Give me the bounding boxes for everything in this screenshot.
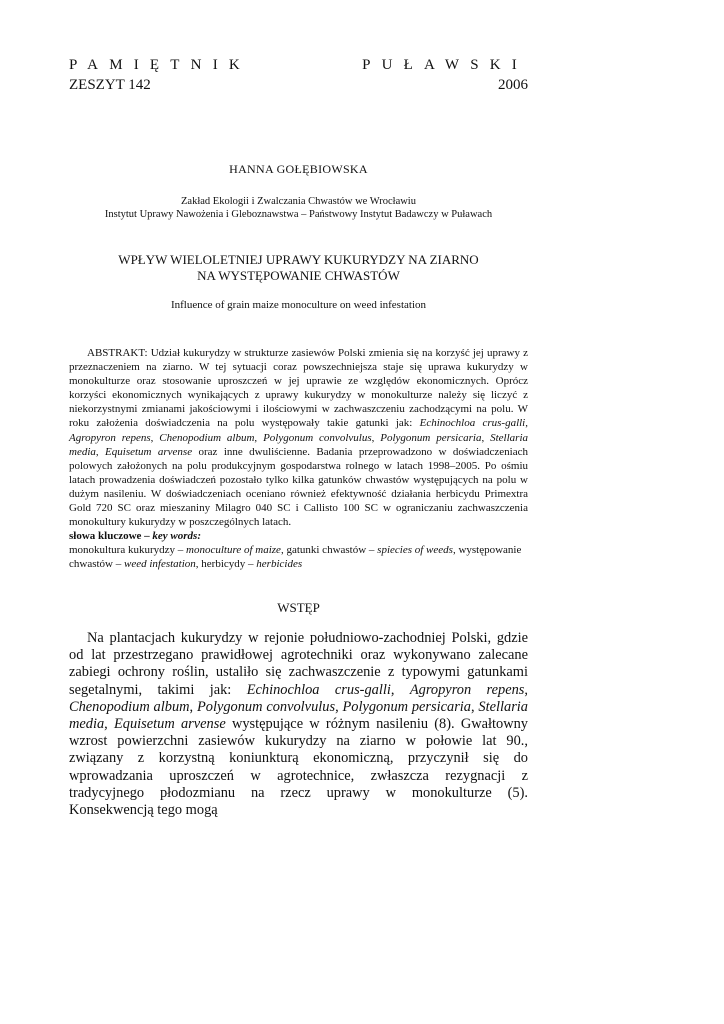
journal-name-2: PUŁAWSKI — [362, 57, 528, 73]
species-name: Polygonum convolvulus — [263, 431, 372, 444]
issue-year: 2006 — [498, 77, 528, 93]
keywords-list: monokultura kukurydzy – monoculture of maize, gatunki chwastów – spiecies of weeds, występowanie chwastów – weed infestation, herbicydy – herbicides — [69, 544, 522, 570]
running-header — [69, 57, 528, 75]
species-name: Agropyron repens — [69, 431, 151, 444]
author-name: HANNA GOŁĘBIOWSKA — [229, 162, 368, 176]
keywords-label: słowa kluczowe – key words: — [69, 530, 201, 542]
keywords — [69, 529, 528, 571]
species-name: Echinochloa crus-galli — [419, 417, 526, 430]
species-name: Stellaria media — [69, 431, 528, 458]
paper-title-line-2: NA WYSTĘPOWANIE CHWASTÓW — [197, 268, 400, 283]
species-name: Chenopodium album — [159, 431, 255, 444]
abstract-text-1: ABSTRAKT: Udział kukurydzy w strukturze zasiewów Polski zmienia się na korzyść jej uprawy z przeznaczeniem na ziarno. W tej sytuacji coraz powszechniejsza staje się uprawa kukurydzy w monokulturze oraz stosowanie uproszczeń w jej uprawie ze względów ekonomicznych. Oprócz korzyści ekonomicznych wynikających z uprawy kukurydzy w monokulturze należy się liczyć z niekorzystnymi zmianami jakościowymi i ilościowymi w zachwaszczeniu zachodzącymi na polu. W roku założenia doświadczenia na polu występowały takie gatunki jak: — [69, 347, 528, 430]
species-name: Polygonum persicaria — [380, 431, 482, 444]
abstract: ABSTRAKT: Udział kukurydzy w strukturze zasiewów Polski zmienia się na korzyść jej uprawy z przeznaczeniem na ziarno. W tej sytuacji coraz powszechniejsza staje się uprawa kukurydzy w monokulturze oraz stosowanie uproszczeń w jej uprawie ze względów ekonomicznych. Oprócz korzyści ekonomicznych wynikających z uprawy kukurydzy w monokulturze należy się liczyć z niekorzystnymi zmianami jakościowymi i ilościowymi w zachwaszczeniu zachodzącymi na polu. W roku założenia doświadczenia na polu występowały takie gatunki jak: Echinochloa crus-galli, Agropyron repens, Chenopodium album, Polygonum convolvulus, Polygonum persicaria, Stellaria media, Equisetum arvense oraz inne dwuliścienne. Badania przeprowadzono w doświadczeniach polowych założonych na polu produkcyjnym gospodarstwa rolnego w latach 1998–2005. Po ośmiu latach prowadzenia doświadczeń pozostało tylko kilka gatunków chwastów występujących na polu w dużym nasileniu. W doświadczeniach oceniano również efektywność działania herbicydu Primextra Gold 720 SC oraz mieszaniny Milagro 040 SC i Callisto 100 SC w ograniczaniu zachwaszczenia monokultury kukurydzy w poszczególnych latach. — [69, 347, 528, 529]
intro-paragraph: Na plantacjach kukurydzy w rejonie południowo-zachodniej Polski, gdzie od lat przestrzegano prawidłowej agrotechniki oraz wykonywano zalecane zabiegi ochrony roślin, ustaliło się zachwaszczenie z typowymi gatunkami segetalnymi, takimi jak: Echinochloa crus-galli, Agropyron repens, Chenopodium album, Polygonum convolvulus, Polygonum persicaria, Stellaria media, Equisetum arvense występujące w różnym nasileniu (8). Gwałtowny wzrost powierzchni zasiewów kukurydzy na ziarno w połowie lat 90., związany z korzystną koniunkturą ekonomiczną, przyczynił się do wprowadzania uproszczeń w agrotechnice, zwłaszcza rezygnacji z tradycyjnego płodozmianu na rzecz uprawy w monokulturze (5). Konsekwencją tego mogą — [69, 630, 529, 819]
issue-number: ZESZYT 142 — [69, 77, 151, 93]
paper-title-line-1: WPŁYW WIELOLETNIEJ UPRAWY KUKURYDZY NA ZIARNO — [118, 252, 479, 267]
section-heading: WSTĘP — [277, 600, 320, 615]
abstract-text-2: oraz inne dwuliścienne. Badania przeprowadzono w doświadczeniach polowych założonych na polu produkcyjnym gospodarstwa rolnego w latach 1998–2005. Po ośmiu latach prowadzenia doświadczeń pozostało tylko kilka gatunków chwastów występujących na polu w dużym nasileniu. W doświadczeniach oceniano również efektywność działania herbicydu Primextra Gold 720 SC oraz mieszaniny Milagro 040 SC i Callisto 100 SC w ograniczaniu zachwaszczenia monokultury kukurydzy w poszczególnych latach. — [69, 445, 528, 529]
affiliation-1: Zakład Ekologii i Zwalczania Chwastów we Wrocławiu — [181, 196, 416, 207]
journal-name: PAMIĘTNIK — [69, 57, 251, 73]
species-name: Equisetum arvense — [105, 445, 193, 458]
english-title: Influence of grain maize monoculture on weed infestation — [170, 299, 427, 311]
issue-line — [69, 77, 528, 95]
affiliation-2: Instytut Uprawy Nawożenia i Gleboznawstwa – Państwowy Instytut Badawczy w Puławach — [104, 209, 493, 220]
